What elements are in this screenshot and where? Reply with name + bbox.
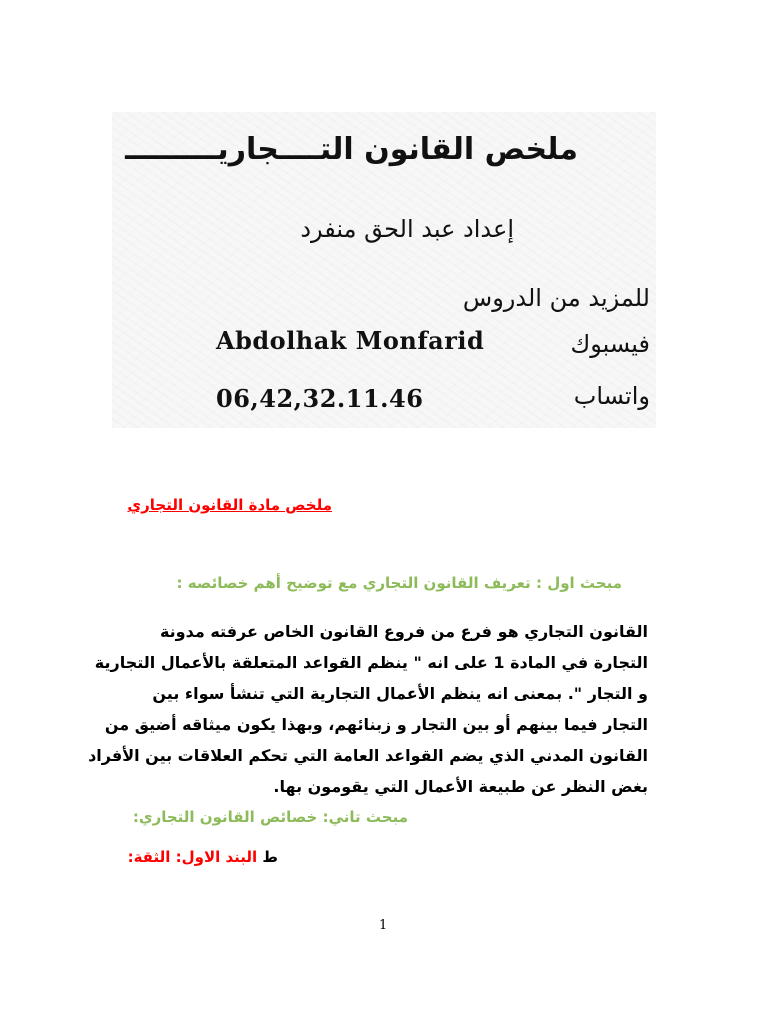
clause-marker: ط [262, 848, 278, 866]
paragraph-line: القانون المدني الذي يضم القواعد العامة التي تحكم العلاقات بين الأفراد [88, 746, 648, 765]
paragraph-line: بغض النظر عن طبيعة الأعمال التي يقومون بها. [273, 777, 648, 796]
paragraph-line: التجارة في المادة 1 على انه " ينظم القواعد المتعلقة بالأعمال التجارية [94, 653, 648, 672]
clause-topic: الثقة: [127, 848, 171, 866]
cover-author: إعداد عبد الحق منفرد [300, 215, 514, 243]
document-heading: ملخص مادة القانون التجاري [127, 496, 332, 514]
clause-label: البند الاول: [175, 848, 258, 866]
section-1-paragraph [88, 616, 648, 802]
paragraph-line: القانون التجاري هو فرع من فروع القانون الخاص عرفته مدونة [159, 622, 648, 641]
section-1-heading: مبحث اول : تعريف القانون التجاري مع توضيح أهم خصائصه : [176, 574, 622, 592]
cover-title: ملخص القانون التــــجاريـــــــــ [125, 132, 578, 167]
cover-facebook-label: فيسبوك [570, 330, 650, 358]
section-2-heading: مبحث تاني: خصائص القانون التجاري: [132, 808, 408, 826]
cover-whatsapp-label: واتساب [573, 382, 650, 410]
cover-image [112, 112, 656, 428]
cover-more-lessons: للمزيد من الدروس [462, 284, 650, 312]
cover-whatsapp-number: 06,42,32.11.46 [216, 384, 424, 413]
paragraph-line: و التجار ". بمعنى انه ينظم الأعمال التجارية التي تنشأ سواء بين [152, 684, 648, 703]
clause-heading [128, 848, 278, 866]
cover-facebook-name: Abdolhak Monfarid [216, 326, 485, 355]
paragraph-line: التجار فيما بينهم أو بين التجار و زبنائهم، وبهذا يكون ميثاقه أضيق من [104, 715, 648, 734]
page-number: 1 [379, 918, 388, 933]
